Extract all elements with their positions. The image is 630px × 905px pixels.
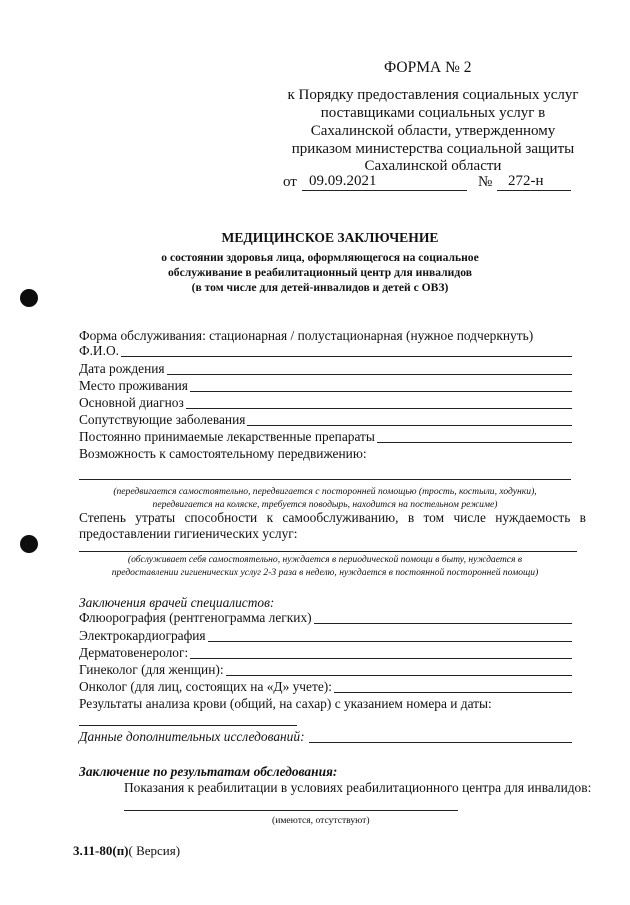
additional-field[interactable] xyxy=(79,729,572,745)
form-number: ФОРМА № 2 xyxy=(384,59,472,76)
mobility-answer-line[interactable] xyxy=(79,479,571,480)
service-form-line: Форма обслуживания: стационарная / полустационарная (нужное подчеркнуть) xyxy=(79,328,534,343)
ecg-field[interactable] xyxy=(79,628,572,644)
main-diagnosis-field[interactable] xyxy=(79,395,572,411)
header-line-4: приказом министерства социальной защиты xyxy=(291,141,575,157)
subtitle-line-2: обслуживание в реабилитационный центр для инвалидов xyxy=(168,266,472,279)
mobility-note-1: (передвигается самостоятельно, передвигается с посторонней помощью (трость, костыли, ходунки), xyxy=(113,486,537,497)
fio-label: Ф.И.О. xyxy=(79,343,119,358)
specialists-heading: Заключения врачей специалистов: xyxy=(79,595,275,610)
order-date: 09.09.2021 xyxy=(309,173,377,189)
subtitle-line-3: (в том числе для детей-инвалидов и детей с ОВЗ) xyxy=(191,281,449,294)
comorbidities-field[interactable] xyxy=(79,412,572,428)
subtitle-line-1: о состоянии здоровья лица, оформляющегося на социальное xyxy=(161,251,479,264)
ecg-label: Электрокардиография xyxy=(79,628,206,643)
header-line-2: поставщиками социальных услуг в xyxy=(320,105,546,121)
indications-answer-line[interactable] xyxy=(124,810,458,811)
document-code-value: 3.11-80(п) xyxy=(73,843,129,858)
document-title: МЕДИЦИНСКОЕ ЗАКЛЮЧЕНИЕ xyxy=(221,230,439,245)
selfcare-line-1: Степень утраты способности к самообслуживанию, в том числе нуждаемость в xyxy=(79,510,586,525)
fluorography-label: Флюорография (рентгенограмма легких) xyxy=(79,610,312,625)
birth-date-label: Дата рождения xyxy=(79,361,165,376)
document-code xyxy=(73,843,180,859)
gynecologist-field[interactable] xyxy=(79,662,572,678)
dermatologist-field[interactable] xyxy=(79,645,572,661)
additional-label: Данные дополнительных исследований: xyxy=(79,729,305,744)
medications-field[interactable] xyxy=(79,429,572,445)
mobility-label: Возможность к самостоятельному передвижению: xyxy=(79,446,367,461)
indications-note: (имеются, отсутствуют) xyxy=(272,815,370,826)
selfcare-note-1: (обслуживает себя самостоятельно, нуждается в периодической помощи в быту, нуждается в xyxy=(127,554,523,565)
selfcare-line-2: предоставлении гигиенических услуг: xyxy=(79,526,298,541)
selfcare-note-2: предоставлении гигиенических услуг 2-3 раза в неделю, нуждается в постоянной посторонней помощи) xyxy=(111,567,539,578)
residence-field[interactable] xyxy=(79,378,572,394)
dermatologist-label: Дерматовенеролог: xyxy=(79,645,189,660)
birth-date-field[interactable] xyxy=(79,361,572,377)
punch-hole-bottom xyxy=(20,535,38,553)
medications-label: Постоянно принимаемые лекарственные препараты xyxy=(79,429,375,444)
header-line-5: Сахалинской области xyxy=(364,158,502,174)
header-line-3: Сахалинской области, утвержденному xyxy=(310,123,556,139)
residence-label: Место проживания xyxy=(79,378,188,393)
blood-test-answer-line[interactable] xyxy=(79,725,297,726)
document-version: ( Версия) xyxy=(128,843,181,858)
indications-label: Показания к реабилитации в условиях реабилитационного центра для инвалидов: xyxy=(124,780,592,795)
order-number: 272-н xyxy=(508,173,544,189)
blood-test-label: Результаты анализа крови (общий, на сахар) с указанием номера и даты: xyxy=(79,696,492,711)
fluorography-field[interactable] xyxy=(79,610,572,626)
fio-field[interactable] xyxy=(79,343,572,359)
mobility-note-2: передвигается на коляске, требуется поводырь, находится на постельном режиме) xyxy=(152,499,498,510)
order-from-label: от xyxy=(283,174,297,190)
order-number-label: № xyxy=(478,174,493,190)
oncologist-field[interactable] xyxy=(79,679,572,695)
gynecologist-label: Гинеколог (для женщин): xyxy=(79,662,224,677)
punch-hole-top xyxy=(20,289,38,307)
comorbidities-label: Сопутствующие заболевания xyxy=(79,412,246,427)
oncologist-label: Онколог (для лиц, состоящих на «Д» учете): xyxy=(79,679,332,694)
conclusion-heading: Заключение по результатам обследования: xyxy=(79,764,338,779)
main-diagnosis-label: Основной диагноз xyxy=(79,395,184,410)
header-line-1: к Порядку предоставления социальных услуг xyxy=(287,87,579,103)
selfcare-answer-line[interactable] xyxy=(79,551,577,552)
